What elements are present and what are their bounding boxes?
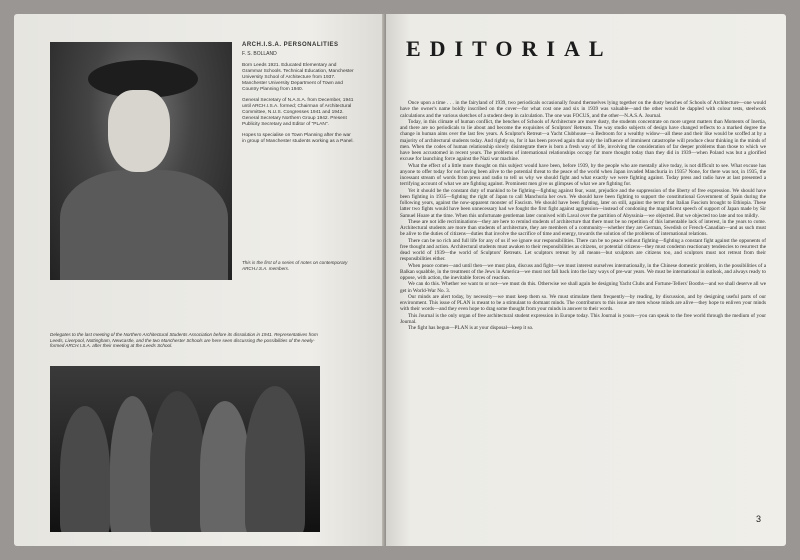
crowd-figure — [245, 386, 305, 532]
left-page — [14, 14, 386, 546]
editorial-paragraph: Our minds are alert today, by necessity—we must keep them so. We must stimulate them frequently—by reading, by discussion, and by designing useful parts of our environment. This issue of PLAN is meant to be a stimulant to dormant minds. The contributors to this issue are men whose minds are alive—they hope to enliven your minds with their words—and they even hope to drag some thought from your minds in answer to their words. — [400, 293, 766, 313]
editorial-paragraph: Once upon a time . . . in the fairyland of 1939, two periodicals occasionally found themselves lying together on the dusty benches of Schools of Architecture—one would have the owner's name boldly inscribed on the cover—for what cost one and six in 1939 was valuable—and the other would be dappled with colour tests, steelwork calculations and the various sketches of a student deep in calculation. The one was FOCUS, and the other—N.A.S.A. Journal. — [400, 100, 766, 119]
sidebar-name: F. S. BOLLAND — [242, 51, 277, 57]
portrait-photo — [50, 42, 232, 280]
portrait-caption: This is the first of a series of notes on contemporary ARCH.I.S.A. members. — [242, 260, 348, 271]
editorial-paragraph: These are not idle recriminations—they are here to remind students of architecture that there must be no repetition of this lamentable lack of interest, in the years to come. Architectural students are more than students of architecture, they are members of a community—whether they are German, Swedish or French-Canadian—and as such must be alive to the duties of citizens—duties that involve the sacrifice of time and energy, towards the solution of the problems of international relations. — [400, 218, 766, 238]
editorial-paragraph: What the effect of a little more thought on this subject would have been, before 1939, by the people who are mentally alive today, is not difficult to see. What excuse has anyone to offer today for not having been alive to the potential threat to the peace of the world when Japan invaded Manchuria in 1935? None, for there was not, in 1935, the incessant stream of words from press and radio to tell us why we should fight and what exactly we were fighting against. Today press and radio have at last presented a terrifying account of what we are fighting against. Prominent men give us glimpses of what we are fighting for. — [400, 162, 766, 188]
portrait-face — [108, 90, 170, 172]
editorial-paragraph: Today, in this climate of human conflict, the benches of Schools of Architecture are more dusty, the students concentrate on more urgent matters than Moments of Inertia, and there are no periodicals to lie about and become the exquisites of Sculptors' Retreats. The way studio subjects of design have changed reflects to a marked degree the change in human aims over the last few years. A Sculptor's Retreat—a Yacht Clubhouse—a Bedroom for a wealthy widow—all these and their like would be scoffed at by a majority of architectural students today. And rightly so, for it has been proved again that only the influence of imminent catastrophe will produce clear thinking in the minds of men. When the codes of human relationship slowly disintegrate there is born a fresh way of life, involving the consideration of far deeper problems than those to which we have been accustomed in recent years. The problems of international relationships occupy far more thought today than they did in 1939—when Poland was but a glorified excuse for launching force against the Nazi war machine. — [400, 118, 766, 163]
editorial-paragraph: There can be no rich and full life for any of us if we ignore our responsibilities. There can be no peace without fighting—fighting a constant fight against the opponents of free thought and action. Architectural students must awaken to their responsibilities as citizens, or potential citizens—they must condemn reactionary tendencies to resurrect the dead world of 1939—the world of Sculptors' Retreats. Let sculptors retreat by all means—but sculptors are citizens too, and sculptors must not retreat from their responsibilities either. — [400, 237, 766, 263]
personality-sidebar — [242, 42, 354, 150]
editorial-paragraph: Yet it should be the constant duty of mankind to be fighting—fighting against fear, want, prejudice and the suppression of the liberty of free expression. We should have been fighting in 1935—fighting the right of Japan to call Manchuria her own. We should have been fighting to support the constitutional Government of Spain during the following years, against the now-apparent monster of Fascism. We should have been fighting, later on still, against the terror that Italian Fascism brought to Ethiopia. These latter two fights would have been unnecessary had we fought the first fight against aggression—instead of condoning the magnificent speech of support of Japan made by Sir Samuel Hoare at the time. When this unfortunate gentleman later connived with Laval over the partition of Abyssinia—we objected. But we objected too late and too mildly. — [400, 187, 766, 219]
page-number: 3 — [756, 514, 762, 524]
portrait-coat — [60, 170, 228, 280]
right-page — [386, 14, 786, 546]
crowd-figure — [150, 391, 205, 532]
magazine-spread — [14, 14, 786, 546]
editorial-paragraph: We can do this. Whether we want to or not—we must do this. Otherwise we shall again be designing Yacht Clubs and Fortune-Tellers' Booths—and we shall deserve all we get in World-War No. 3. — [400, 281, 766, 294]
crowd-figure — [200, 401, 250, 532]
group-caption: Delegates to the last meeting of the Northern Architectural Students Association before its dissolution in 1941. Representatives from Leeds, Liverpool, Nottingham, Newcastle, and the two Manchester Schools are here seen discussing the possibilities of the newly-formed ARCH.I.S.A. after their meeting at the Leeds School. — [50, 332, 318, 349]
editorial-paragraph: This Journal is the only organ of free architectural student expression in Europe today. This Journal is yours—you can speak to the free world through the medium of your Journal. — [400, 312, 766, 325]
crowd-figure — [60, 406, 110, 532]
group-photo — [50, 366, 320, 532]
sidebar-paragraph: General Secretary of N.A.S.A. from December, 1941 until ARCH.I.S.A. formed; Chairman of Architectural Committee, N.U.S. Congresses 1941 and 1942. General Secretary Northern Group 1942. Present Publicity Secretary and Editor of "PLAN". — [242, 98, 354, 127]
sidebar-paragraph: Born Leeds 1921. Educated Elementary and Grammar Schools. Technical Education, Manchester University School of Architecture from 1937. Manchester University Department of Town and Country Planning from 1940. — [242, 63, 354, 92]
editorial-title: EDITORIAL — [406, 36, 613, 61]
sidebar-paragraph: Hopes to specialise on Town Planning after the war in group of Manchester students working as a Panel. — [242, 133, 354, 144]
editorial-body — [400, 100, 766, 331]
editorial-paragraph: The fight has begun—PLAN is at your disposal—keep it so. — [408, 325, 534, 331]
sidebar-heading: ARCH.I.S.A. PERSONALITIES — [242, 42, 339, 48]
editorial-paragraph: When peace comes—and until then—we must plan, discuss and fight—we must interest ourselves internationally, in the Chinese domestic problem, in the possibilities of a Balkan squabble, in the treatment of the Jews in America—we must not fall back into the lazy ways of pre-war years. We must be international in outlook, and always ready to oppose, with action, the inevitable forces of reaction. — [400, 262, 766, 281]
crowd-figure — [110, 396, 155, 532]
